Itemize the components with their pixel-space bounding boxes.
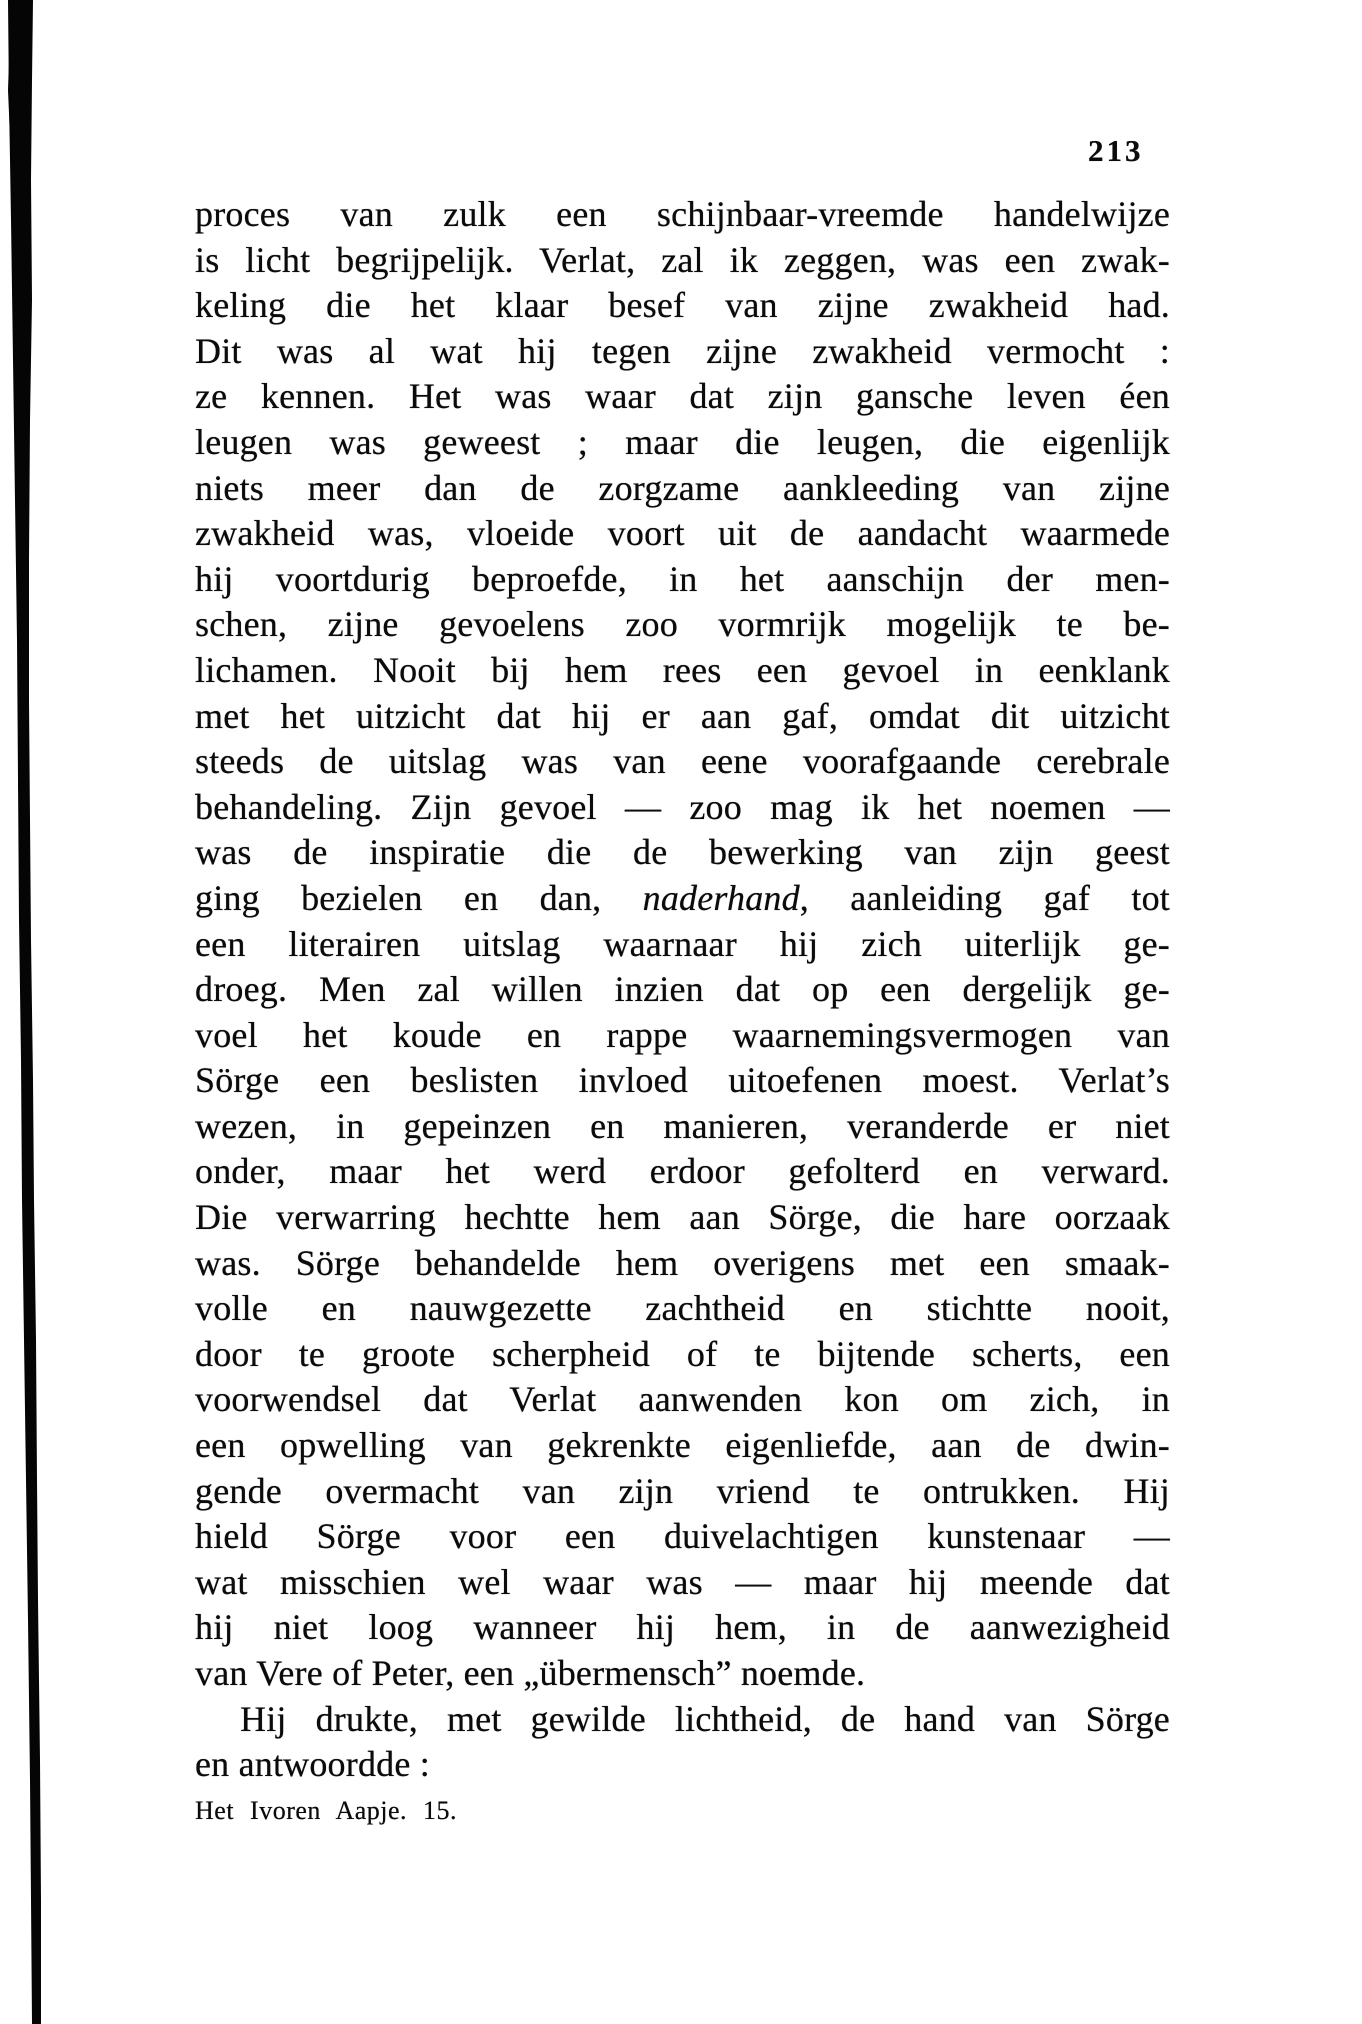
text-line: lichamen. Nooit bij hem rees een gevoel in eenklank [195,649,1170,690]
text-line: hij niet loog wanneer hij hem, in de aanwezigheid [195,1607,1170,1648]
text-line: hij voortdurig beproefde, in het aanschijn der men- [195,558,1170,599]
text-line: was de inspiratie die de bewerking van zijn geest [195,832,1170,873]
text-line: volle en nauwgezette zachtheid en stichtte nooit, [195,1288,1170,1329]
scan-gutter-shadow [0,0,60,2024]
page-number: 213 [1088,133,1144,168]
body-text [195,192,1170,1788]
text-line: voel het koude en rappe waarnemingsvermogen van [195,1014,1170,1055]
italic-word: naderhand [642,877,800,918]
text-line: zwakheid was, vloeide voort uit de aandacht waarmede [195,513,1170,554]
text-line: onder, maar het werd erdoor gefolterd en verward. [195,1151,1170,1192]
text-line: schen, zijne gevoelens zoo vormrijk mogelijk te be- [195,604,1170,645]
text-line: Dit was al wat hij tegen zijne zwakheid vermocht : [195,330,1170,371]
text-line: Hij drukte, met gewilde lichtheid, de hand van Sörge [240,1698,1170,1739]
text-line: een literairen uitslag waarnaar hij zich uiterlijk ge- [195,923,1170,964]
text-line: van Vere of Peter, een „übermensch” noemde. [195,1653,866,1693]
text-line: met het uitzicht dat hij er aan gaf, omdat dit uitzicht [195,695,1170,736]
text-line: behandeling. Zijn gevoel — zoo mag ik het noemen — [195,786,1170,827]
footer-signature: Het Ivoren Aapje. 15. [195,1796,458,1825]
text-line: droeg. Men zal willen inzien dat op een dergelijk ge- [195,969,1170,1010]
text-line: niets meer dan de zorgzame aankleeding van zijne [195,467,1170,508]
text-line: was. Sörge behandelde hem overigens met een smaak- [195,1242,1170,1283]
text-line: voorwendsel dat Verlat aanwenden kon om zich, in [195,1379,1170,1420]
text-segment: , aanleiding gaf tot [799,877,1170,918]
text-line: door te groote scherpheid of te bijtende scherts, een [195,1333,1170,1374]
text-line: wezen, in gepeinzen en manieren, veranderde er niet [195,1105,1170,1146]
text-line: steeds de uitslag was van eene voorafgaande cerebrale [195,741,1170,782]
text-line: Die verwarring hechtte hem aan Sörge, die hare oorzaak [195,1197,1170,1238]
text-line: wat misschien wel waar was — maar hij meende dat [195,1561,1170,1602]
text-line: leugen was geweest ; maar die leugen, die eigenlijk [195,421,1170,462]
text-line: ze kennen. Het was waar dat zijn gansche leven éen [195,376,1170,417]
text-segment: ging bezielen en dan, [195,877,643,918]
text-line [195,876,1170,922]
text-line: keling die het klaar besef van zijne zwakheid had. [195,285,1170,326]
text-line: Sörge een beslisten invloed uitoefenen moest. Verlat’s [195,1060,1170,1101]
text-line: gende overmacht van zijn vriend te ontrukken. Hij [195,1470,1170,1511]
text-line: hield Sörge voor een duivelachtigen kunstenaar — [195,1516,1170,1557]
text-line: is licht begrijpelijk. Verlat, zal ik zeggen, was een zwak- [195,239,1170,280]
text-line: en antwoordde : [195,1744,430,1785]
text-line: proces van zulk een schijnbaar-vreemde handelwijze [195,194,1170,234]
text-line: een opwelling van gekrenkte eigenliefde, aan de dwin- [195,1425,1170,1466]
